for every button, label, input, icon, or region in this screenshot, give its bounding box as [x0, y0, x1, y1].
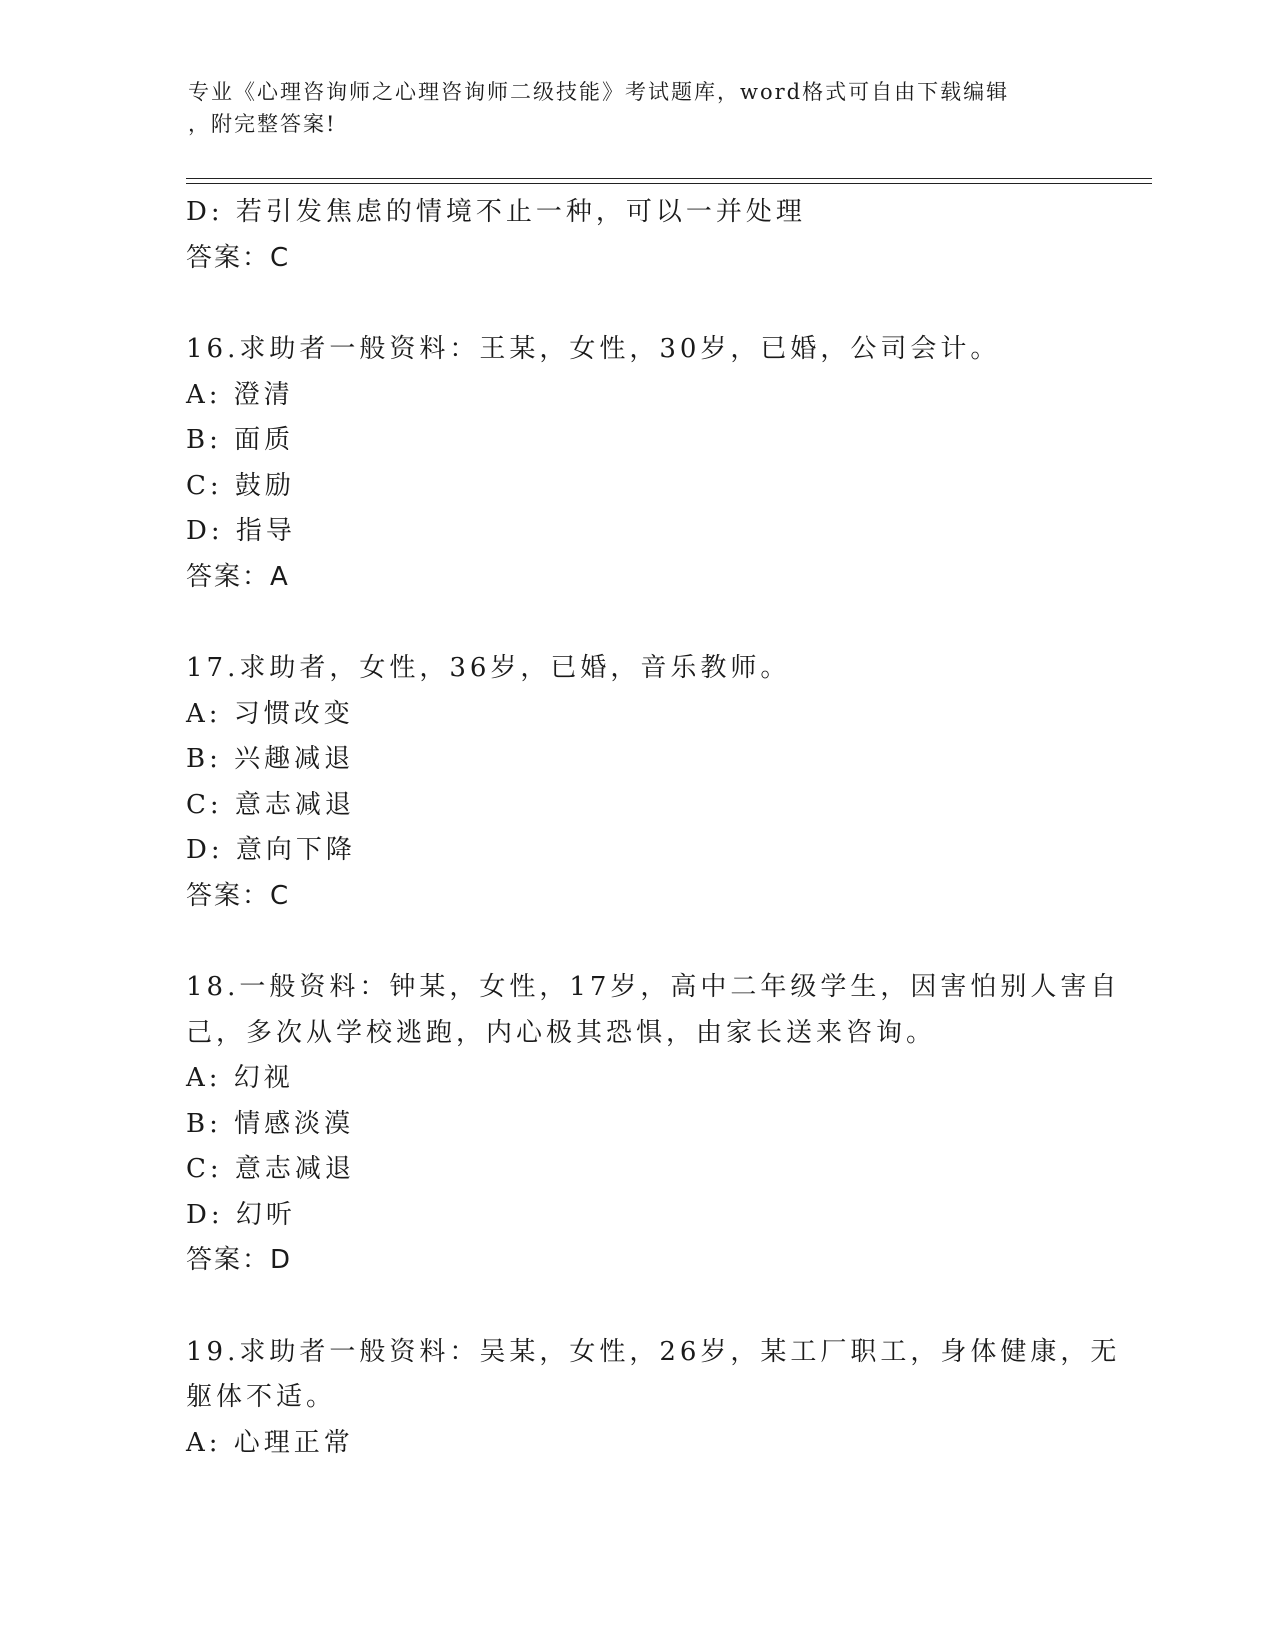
- question-stem-line-1: 18.一般资料：钟某，女性，17岁，高中二年级学生，因害怕别人害自: [186, 972, 1121, 1002]
- question-19: [186, 1330, 1121, 1467]
- question-stem-line-2: 己，多次从学校逃跑，内心极其恐惧，由家长送来咨询。: [186, 1017, 937, 1048]
- option-b: B: 兴趣减退: [186, 744, 355, 774]
- option-b: B: 面质: [186, 425, 295, 455]
- option-d: D: 幻听: [186, 1199, 296, 1230]
- option-c: C: 意志减退: [186, 789, 355, 820]
- question-stem: 17.求助者，女性，36岁，已婚，音乐教师。: [186, 653, 791, 683]
- header-line-1: 专业《心理咨询师之心理咨询师二级技能》考试题库，word格式可自由下载编辑: [188, 80, 1010, 104]
- option-d: D: 意向下降: [186, 835, 356, 865]
- page-header: [188, 76, 1068, 140]
- option-a: A: 习惯改变: [186, 698, 354, 729]
- option-b: B: 情感淡漠: [186, 1108, 355, 1139]
- question-18: [186, 965, 1121, 1284]
- answer-line: 答案：D: [186, 1245, 293, 1275]
- answer-line: 答案：A: [186, 561, 290, 592]
- header-divider-top: [186, 178, 1152, 179]
- question-stem-line-1: 19.求助者一般资料：吴某，女性，26岁，某工厂职工，身体健康，无: [186, 1336, 1121, 1367]
- question-stem: 16.求助者一般资料：王某，女性，30岁，已婚，公司会计。: [186, 334, 1001, 364]
- question-list: [186, 190, 1121, 1466]
- option-a: A: 澄清: [186, 379, 294, 410]
- option-c: C: 鼓励: [186, 470, 295, 501]
- option-c: C: 意志减退: [186, 1154, 355, 1184]
- header-divider-bottom: [186, 183, 1152, 184]
- option-a: A: 幻视: [186, 1063, 294, 1093]
- option-d: D: 若引发焦虑的情境不止一种，可以一并处理: [186, 197, 806, 227]
- question-16: [186, 327, 1086, 600]
- question-stem-line-2: 躯体不适。: [186, 1382, 337, 1412]
- answer-line: 答案：C: [186, 242, 291, 273]
- previous-question-tail: [186, 190, 1086, 281]
- header-line-2: ，附完整答案!: [188, 112, 337, 136]
- answer-line: 答案：C: [186, 880, 291, 911]
- option-a: A: 心理正常: [186, 1427, 354, 1458]
- question-17: [186, 646, 1086, 919]
- option-d: D: 指导: [186, 516, 296, 546]
